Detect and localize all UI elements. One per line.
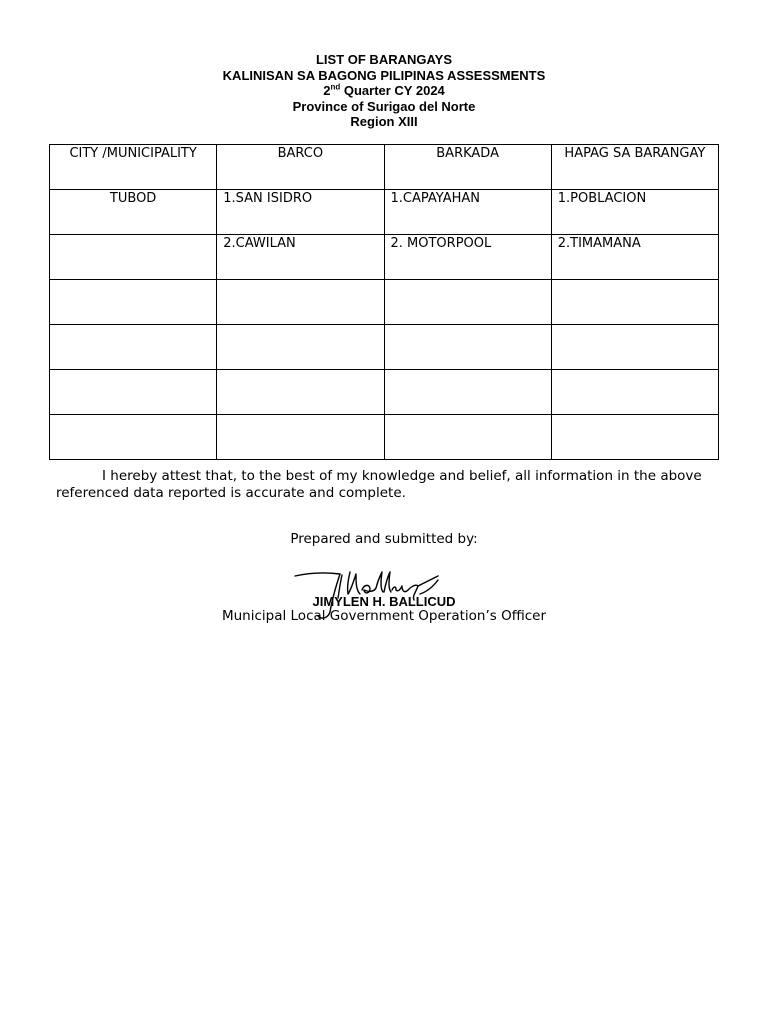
table-cell: 1.CAPAYAHAN — [384, 190, 551, 235]
table-header-row — [50, 145, 719, 190]
attestation-paragraph: I hereby attest that, to the best of my knowledge and belief, all information in the above referenced data reported is accurate and complete. — [56, 468, 702, 501]
column-header-city: CITY /MUNICIPALITY — [50, 145, 217, 190]
table-cell — [551, 370, 718, 415]
table-cell — [384, 325, 551, 370]
quarter-number: 2 — [323, 83, 331, 99]
quarter-year: Quarter CY 2024 — [340, 83, 445, 99]
column-header-barkada: BARKADA — [384, 145, 551, 190]
table-cell — [50, 235, 217, 280]
table-cell — [384, 370, 551, 415]
table-cell — [217, 415, 384, 460]
header-title: LIST OF BARANGAYS — [315, 52, 453, 67]
column-header-hapag: HAPAG SA BARANGAY — [551, 145, 718, 190]
header-quarter — [0, 83, 768, 99]
table-cell — [217, 370, 384, 415]
table-cell: 1.SAN ISIDRO — [217, 190, 384, 235]
quarter-ordinal: nd — [330, 82, 341, 92]
table-cell: TUBOD — [50, 190, 217, 235]
table-cell — [551, 280, 718, 325]
table-cell — [384, 415, 551, 460]
table-cell — [50, 325, 217, 370]
table-cell — [50, 280, 217, 325]
table-cell: 1.POBLACION — [551, 190, 718, 235]
barangay-table — [49, 144, 719, 460]
header-province: Province of Surigao del Norte — [292, 98, 476, 114]
table-cell — [551, 415, 718, 460]
table-row — [50, 235, 719, 280]
table-row — [50, 325, 719, 370]
header-region: Region XIII — [350, 114, 418, 130]
prepared-by-label: Prepared and submitted by: — [290, 531, 478, 547]
signer-name: JIMYLEN H. BALLICUD — [312, 594, 456, 609]
table-cell: 2. MOTORPOOL — [384, 235, 551, 280]
table-row — [50, 370, 719, 415]
table-cell — [217, 325, 384, 370]
table-row — [50, 190, 719, 235]
table-row — [50, 415, 719, 460]
table-cell — [551, 325, 718, 370]
header-program: KALINISAN SA BAGONG PILIPINAS ASSESSMENTS — [222, 67, 546, 83]
table-cell: 2.CAWILAN — [217, 235, 384, 280]
column-header-barco: BARCO — [217, 145, 384, 190]
signer-title: Municipal Local Government Operation’s Officer — [221, 608, 547, 624]
table-row — [50, 280, 719, 325]
document-header — [0, 52, 768, 130]
table-cell — [384, 280, 551, 325]
table-cell — [217, 280, 384, 325]
table-cell — [50, 370, 217, 415]
table-cell — [50, 415, 217, 460]
table-cell: 2.TIMAMANA — [551, 235, 718, 280]
